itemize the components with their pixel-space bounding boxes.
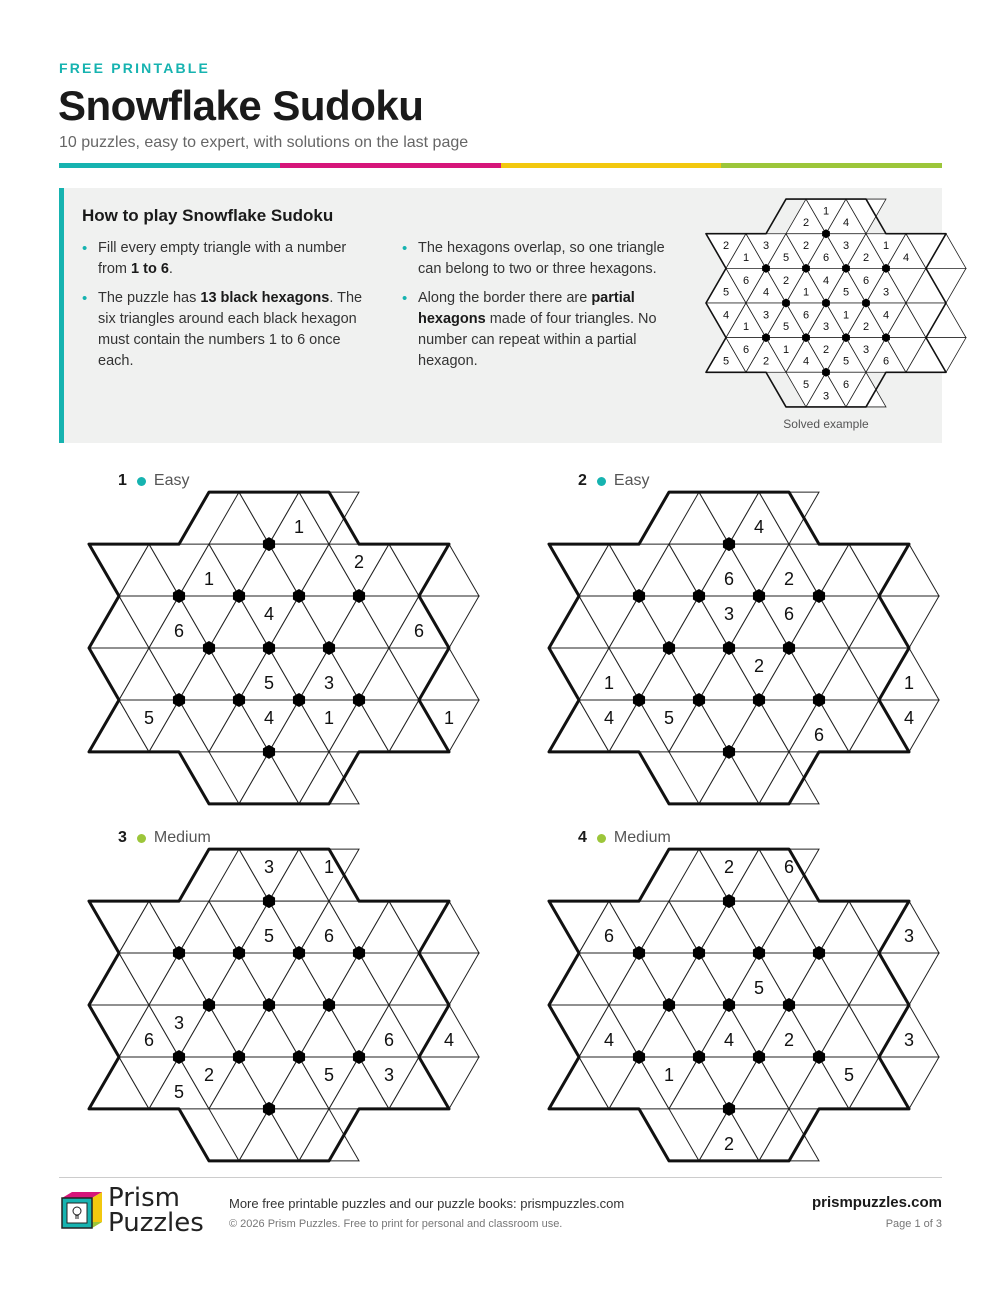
page-subtitle: 10 puzzles, easy to expert, with solutions on the last page xyxy=(59,134,469,151)
cell-number: 2 xyxy=(802,240,810,253)
footer-more-text: More free printable puzzles and our puzzle books: prismpuzzles.com xyxy=(229,1196,625,1211)
cell-number: 5 xyxy=(263,926,275,947)
cell-number: 6 xyxy=(822,251,830,264)
cell-number: 6 xyxy=(723,569,735,590)
cell-number: 6 xyxy=(783,603,795,624)
cell-number: 6 xyxy=(603,926,615,947)
cell-number: 1 xyxy=(293,517,305,538)
cell-number: 1 xyxy=(903,673,915,694)
cell-number: 2 xyxy=(802,217,810,230)
cell-number: 5 xyxy=(323,1064,335,1085)
puzzle-4-board xyxy=(579,849,915,1161)
cell-number: 3 xyxy=(822,390,830,403)
solved-example-caption: Solved example xyxy=(783,417,869,431)
how-to-play-heading: How to play Snowflake Sudoku xyxy=(82,206,334,225)
cell-number: 6 xyxy=(323,926,335,947)
difficulty-dot-icon xyxy=(137,834,146,843)
cell-number: 1 xyxy=(742,321,750,334)
rule-emphasis: 13 black hexagons xyxy=(200,290,330,306)
logo-line-2: Puzzles xyxy=(108,1208,204,1238)
cell-number: 3 xyxy=(903,1030,915,1051)
kicker: FREE PRINTABLE xyxy=(59,60,211,76)
cell-number: 4 xyxy=(802,355,810,368)
color-rule xyxy=(59,163,942,168)
cell-number: 6 xyxy=(813,725,825,746)
cell-number: 4 xyxy=(822,274,830,287)
cell-number: 4 xyxy=(263,707,275,728)
cell-number: 3 xyxy=(723,603,735,624)
page-title: Snowflake Sudoku xyxy=(58,82,424,129)
cell-number: 1 xyxy=(822,205,830,218)
rule-emphasis: 1 to 6 xyxy=(131,261,169,277)
cell-number: 1 xyxy=(842,309,850,322)
puzzle-4-header xyxy=(578,829,671,847)
cell-number: 5 xyxy=(722,355,730,368)
cell-number: 4 xyxy=(603,707,615,728)
cell-number: 4 xyxy=(723,1030,735,1051)
cell-number: 3 xyxy=(882,286,890,299)
difficulty-dot-icon xyxy=(137,477,146,486)
how-to-play-panel xyxy=(59,188,942,443)
cell-number: 2 xyxy=(353,551,365,572)
cell-number: 5 xyxy=(782,251,790,264)
puzzle-number: 3 xyxy=(118,829,127,846)
cell-number: 2 xyxy=(862,321,870,334)
cell-number: 6 xyxy=(383,1030,395,1051)
cell-number: 4 xyxy=(722,309,730,322)
cell-number: 3 xyxy=(762,240,770,253)
cell-number: 1 xyxy=(882,240,890,253)
cell-number: 6 xyxy=(173,621,185,642)
cell-number: 3 xyxy=(862,344,870,357)
cell-number: 5 xyxy=(843,1064,855,1085)
rule-text: Along the border there are xyxy=(418,290,592,306)
cell-number: 4 xyxy=(753,517,765,538)
cell-number: 5 xyxy=(842,286,850,299)
rules-right-list xyxy=(402,238,692,380)
rule-emphasis: partial hexagons xyxy=(418,290,635,327)
cell-number: 4 xyxy=(603,1030,615,1051)
cell-number: 5 xyxy=(173,1082,185,1103)
rule-text: made of four triangles. No number can repeat within a partial hexagon. xyxy=(418,311,657,369)
cell-number: 4 xyxy=(762,286,770,299)
puzzle-2-board xyxy=(579,492,915,804)
puzzle-1-board xyxy=(119,492,455,804)
puzzle-3-header xyxy=(118,829,211,847)
cell-number: 5 xyxy=(663,707,675,728)
cell-number: 2 xyxy=(862,251,870,264)
cell-number: 5 xyxy=(802,378,810,391)
difficulty-dot-icon xyxy=(597,477,606,486)
brand-logo-text xyxy=(108,1183,204,1238)
cell-number: 2 xyxy=(203,1064,215,1085)
rule-item xyxy=(82,288,372,372)
puzzle-number: 1 xyxy=(118,472,127,489)
rule-text: Fill every empty triangle with a number from xyxy=(98,240,347,277)
cell-number: 3 xyxy=(263,856,275,877)
rule-text: . xyxy=(168,261,173,277)
cell-number: 1 xyxy=(203,569,215,590)
cell-number: 5 xyxy=(782,321,790,334)
cell-number: 6 xyxy=(413,621,425,642)
difficulty-label: Medium xyxy=(153,829,211,846)
cell-number: 6 xyxy=(842,378,850,391)
cell-number: 3 xyxy=(842,240,850,253)
footer-rule xyxy=(59,1177,942,1178)
cell-number: 4 xyxy=(882,309,890,322)
cell-number: 1 xyxy=(603,673,615,694)
cell-number: 3 xyxy=(383,1064,395,1085)
cell-number: 1 xyxy=(782,344,790,357)
cell-number: 2 xyxy=(722,240,730,253)
cell-number: 6 xyxy=(143,1030,155,1051)
cell-number: 5 xyxy=(143,707,155,728)
difficulty-label: Easy xyxy=(153,472,190,489)
cell-number: 2 xyxy=(762,355,770,368)
cell-number: 1 xyxy=(802,286,810,299)
cell-number: 3 xyxy=(903,926,915,947)
rule-text: . The six triangles around each black hexagon must contain the numbers 1 to 6 once each. xyxy=(98,290,363,369)
cell-number: 4 xyxy=(443,1030,455,1051)
cell-number: 3 xyxy=(762,309,770,322)
solved-example-grid xyxy=(722,203,926,403)
logo-line-1: Prism xyxy=(108,1183,181,1213)
puzzle-number: 4 xyxy=(578,829,587,846)
cell-number: 2 xyxy=(723,856,735,877)
cell-number: 5 xyxy=(753,978,765,999)
prism-cube-logo-icon xyxy=(58,1190,108,1240)
puzzle-2-header xyxy=(578,472,649,490)
cell-number: 6 xyxy=(783,856,795,877)
puzzle-1-header xyxy=(118,472,189,490)
puzzle-number: 2 xyxy=(578,472,587,489)
rule-item xyxy=(402,288,692,372)
cell-number: 5 xyxy=(842,355,850,368)
cell-number: 6 xyxy=(742,344,750,357)
cell-number: 3 xyxy=(323,673,335,694)
cell-number: 4 xyxy=(902,251,910,264)
difficulty-label: Medium xyxy=(613,829,671,846)
cell-number: 5 xyxy=(722,286,730,299)
cell-number: 2 xyxy=(782,274,790,287)
puzzle-3-board xyxy=(119,849,455,1161)
rule-item xyxy=(402,238,692,280)
rule-item xyxy=(82,238,372,280)
difficulty-dot-icon xyxy=(597,834,606,843)
cell-number: 4 xyxy=(842,217,850,230)
cell-number: 2 xyxy=(723,1134,735,1155)
cell-number: 1 xyxy=(323,707,335,728)
rules-left-list xyxy=(82,238,372,380)
cell-number: 6 xyxy=(882,355,890,368)
cell-number: 4 xyxy=(903,707,915,728)
cell-number: 2 xyxy=(753,655,765,676)
cell-number: 3 xyxy=(173,1012,185,1033)
cell-number: 5 xyxy=(263,673,275,694)
cell-number: 4 xyxy=(263,603,275,624)
cell-number: 6 xyxy=(742,274,750,287)
cell-number: 2 xyxy=(783,1030,795,1051)
cell-number: 1 xyxy=(323,856,335,877)
footer-page-number: Page 1 of 3 xyxy=(885,1218,942,1230)
cell-number: 2 xyxy=(822,344,830,357)
cell-number: 6 xyxy=(802,309,810,322)
cell-number: 6 xyxy=(862,274,870,287)
footer-copyright: © 2026 Prism Puzzles. Free to print for personal and classroom use. xyxy=(229,1218,563,1230)
rule-text: The hexagons overlap, so one triangle can belong to two or three hexagons. xyxy=(418,240,665,277)
cell-number: 1 xyxy=(663,1064,675,1085)
cell-number: 3 xyxy=(822,321,830,334)
rule-text: The puzzle has xyxy=(98,290,201,306)
cell-number: 2 xyxy=(783,569,795,590)
cell-number: 1 xyxy=(443,707,455,728)
footer-site-link[interactable]: prismpuzzles.com xyxy=(811,1194,942,1211)
difficulty-label: Easy xyxy=(613,472,650,489)
cell-number: 1 xyxy=(742,251,750,264)
